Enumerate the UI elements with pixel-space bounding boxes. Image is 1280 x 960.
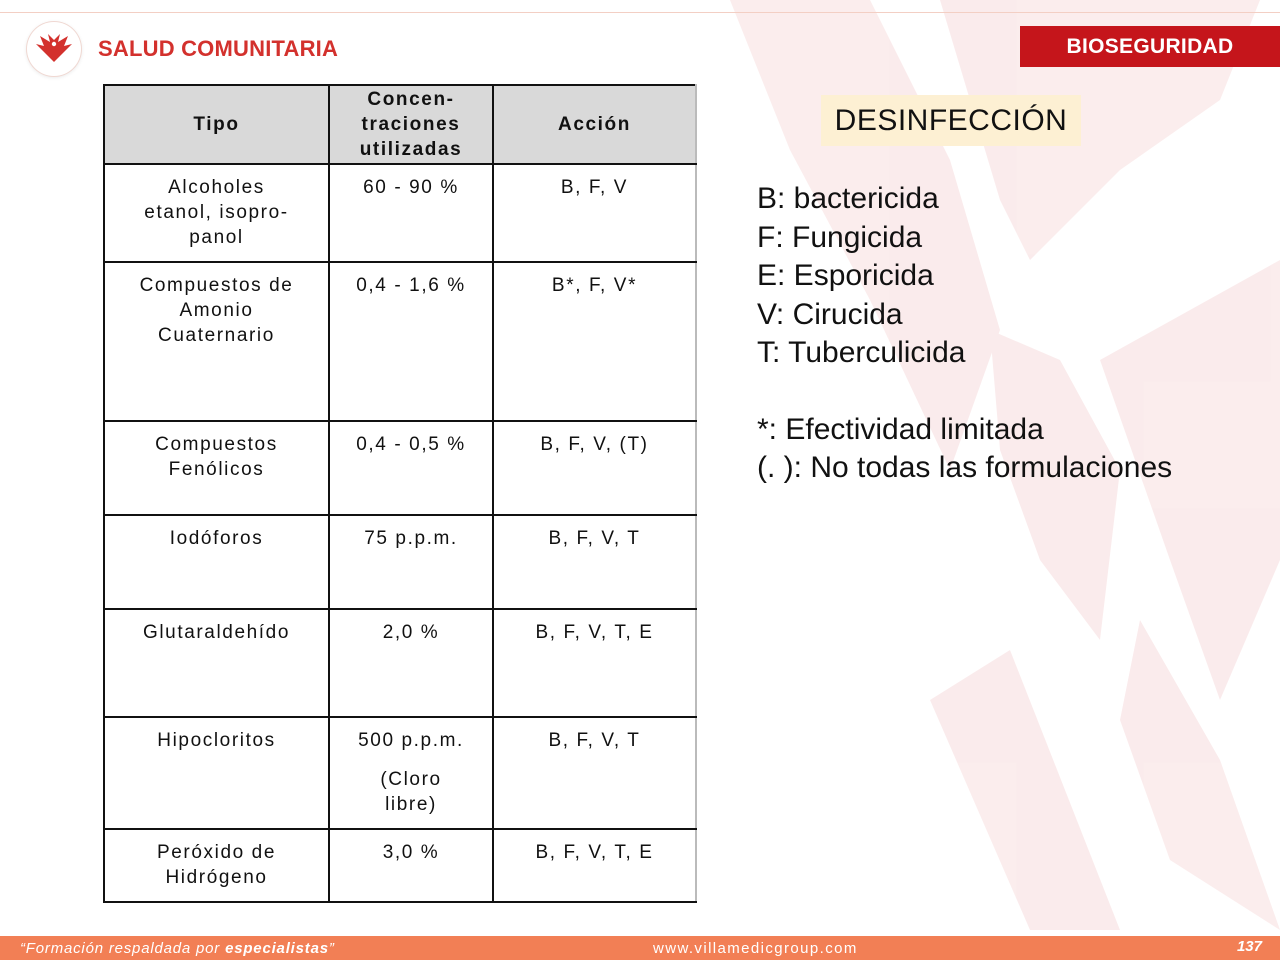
- legend-item: T: Tuberculicida: [757, 336, 966, 369]
- cell-concentracion: 3,0 %: [329, 829, 493, 902]
- table-row: [104, 609, 696, 717]
- cell-accion: B*, F, V*: [493, 262, 696, 421]
- cell-tipo: Alcoholes etanol, isopro- panol: [104, 164, 329, 262]
- header-concentraciones: Concen- traciones utilizadas: [329, 85, 493, 164]
- table-row: [104, 164, 696, 262]
- legend-note: *: Efectividad limitada: [757, 412, 1044, 446]
- cell-tipo: Compuestos de Amonio Cuaternario: [104, 262, 329, 421]
- footer-quote-end: ”: [328, 940, 335, 957]
- cell-accion: B, F, V, T, E: [493, 609, 696, 717]
- cell-concentracion: [329, 717, 493, 829]
- legend-item: E: Esporicida: [757, 259, 934, 292]
- table-row: [104, 717, 696, 829]
- table-row: [104, 262, 696, 421]
- cell-tipo: Glutaraldehído: [104, 609, 329, 717]
- cell-accion: B, F, V, (T): [493, 421, 696, 515]
- cell-tipo: Hipocloritos: [104, 717, 329, 829]
- footer-website-link[interactable]: www.villamedicgroup.com: [653, 940, 858, 957]
- brand-title: SALUD COMUNITARIA: [98, 36, 339, 61]
- legend-note: (. ): No todas las formulaciones: [757, 451, 1173, 484]
- cell-tipo: Compuestos Fenólicos: [104, 421, 329, 515]
- cell-concentracion: 0,4 - 0,5 %: [329, 421, 493, 515]
- cell-tipo: Peróxido de Hidrógeno: [104, 829, 329, 902]
- footer-bar: [0, 936, 1280, 960]
- cell-accion: B, F, V, T: [493, 717, 696, 829]
- header-tipo: Tipo: [104, 85, 329, 164]
- cell-concentracion: 2,0 %: [329, 609, 493, 717]
- header-rule: [0, 12, 1280, 13]
- cell-accion: B, F, V: [493, 164, 696, 262]
- cell-concentracion: 0,4 - 1,6 %: [329, 262, 493, 421]
- legend: [757, 180, 1172, 488]
- page-number: 137: [1236, 938, 1262, 955]
- footer-quote-bold: especialistas: [225, 940, 329, 957]
- section-badge: BIOSEGURIDAD: [1020, 26, 1280, 67]
- table-row: [104, 421, 696, 515]
- cell-concentracion-note: (Cloro libre): [380, 769, 442, 815]
- cell-tipo: Iodóforos: [104, 515, 329, 609]
- footer-quote-start: “Formación respaldada por: [20, 940, 226, 957]
- logo: [27, 22, 81, 76]
- disinfectant-table: [103, 84, 697, 902]
- table-row: [104, 515, 696, 609]
- cell-accion: B, F, V, T, E: [493, 829, 696, 902]
- cell-concentracion: 60 - 90 %: [329, 164, 493, 262]
- footer-quote: [20, 940, 335, 957]
- header-accion: Acción: [493, 85, 696, 164]
- phoenix-logo-icon: [34, 32, 74, 66]
- legend-item: V: Cirucida: [757, 297, 903, 331]
- legend-item: B: bactericida: [757, 182, 939, 215]
- section-title: DESINFECCIÓN: [821, 95, 1081, 146]
- legend-spacer: [757, 373, 1172, 411]
- cell-concentracion-value: 500 p.p.m.: [358, 730, 464, 751]
- table-row: [104, 829, 696, 902]
- cell-accion: B, F, V, T: [493, 515, 696, 609]
- cell-concentracion: 75 p.p.m.: [329, 515, 493, 609]
- legend-item: F: Fungicida: [757, 220, 923, 254]
